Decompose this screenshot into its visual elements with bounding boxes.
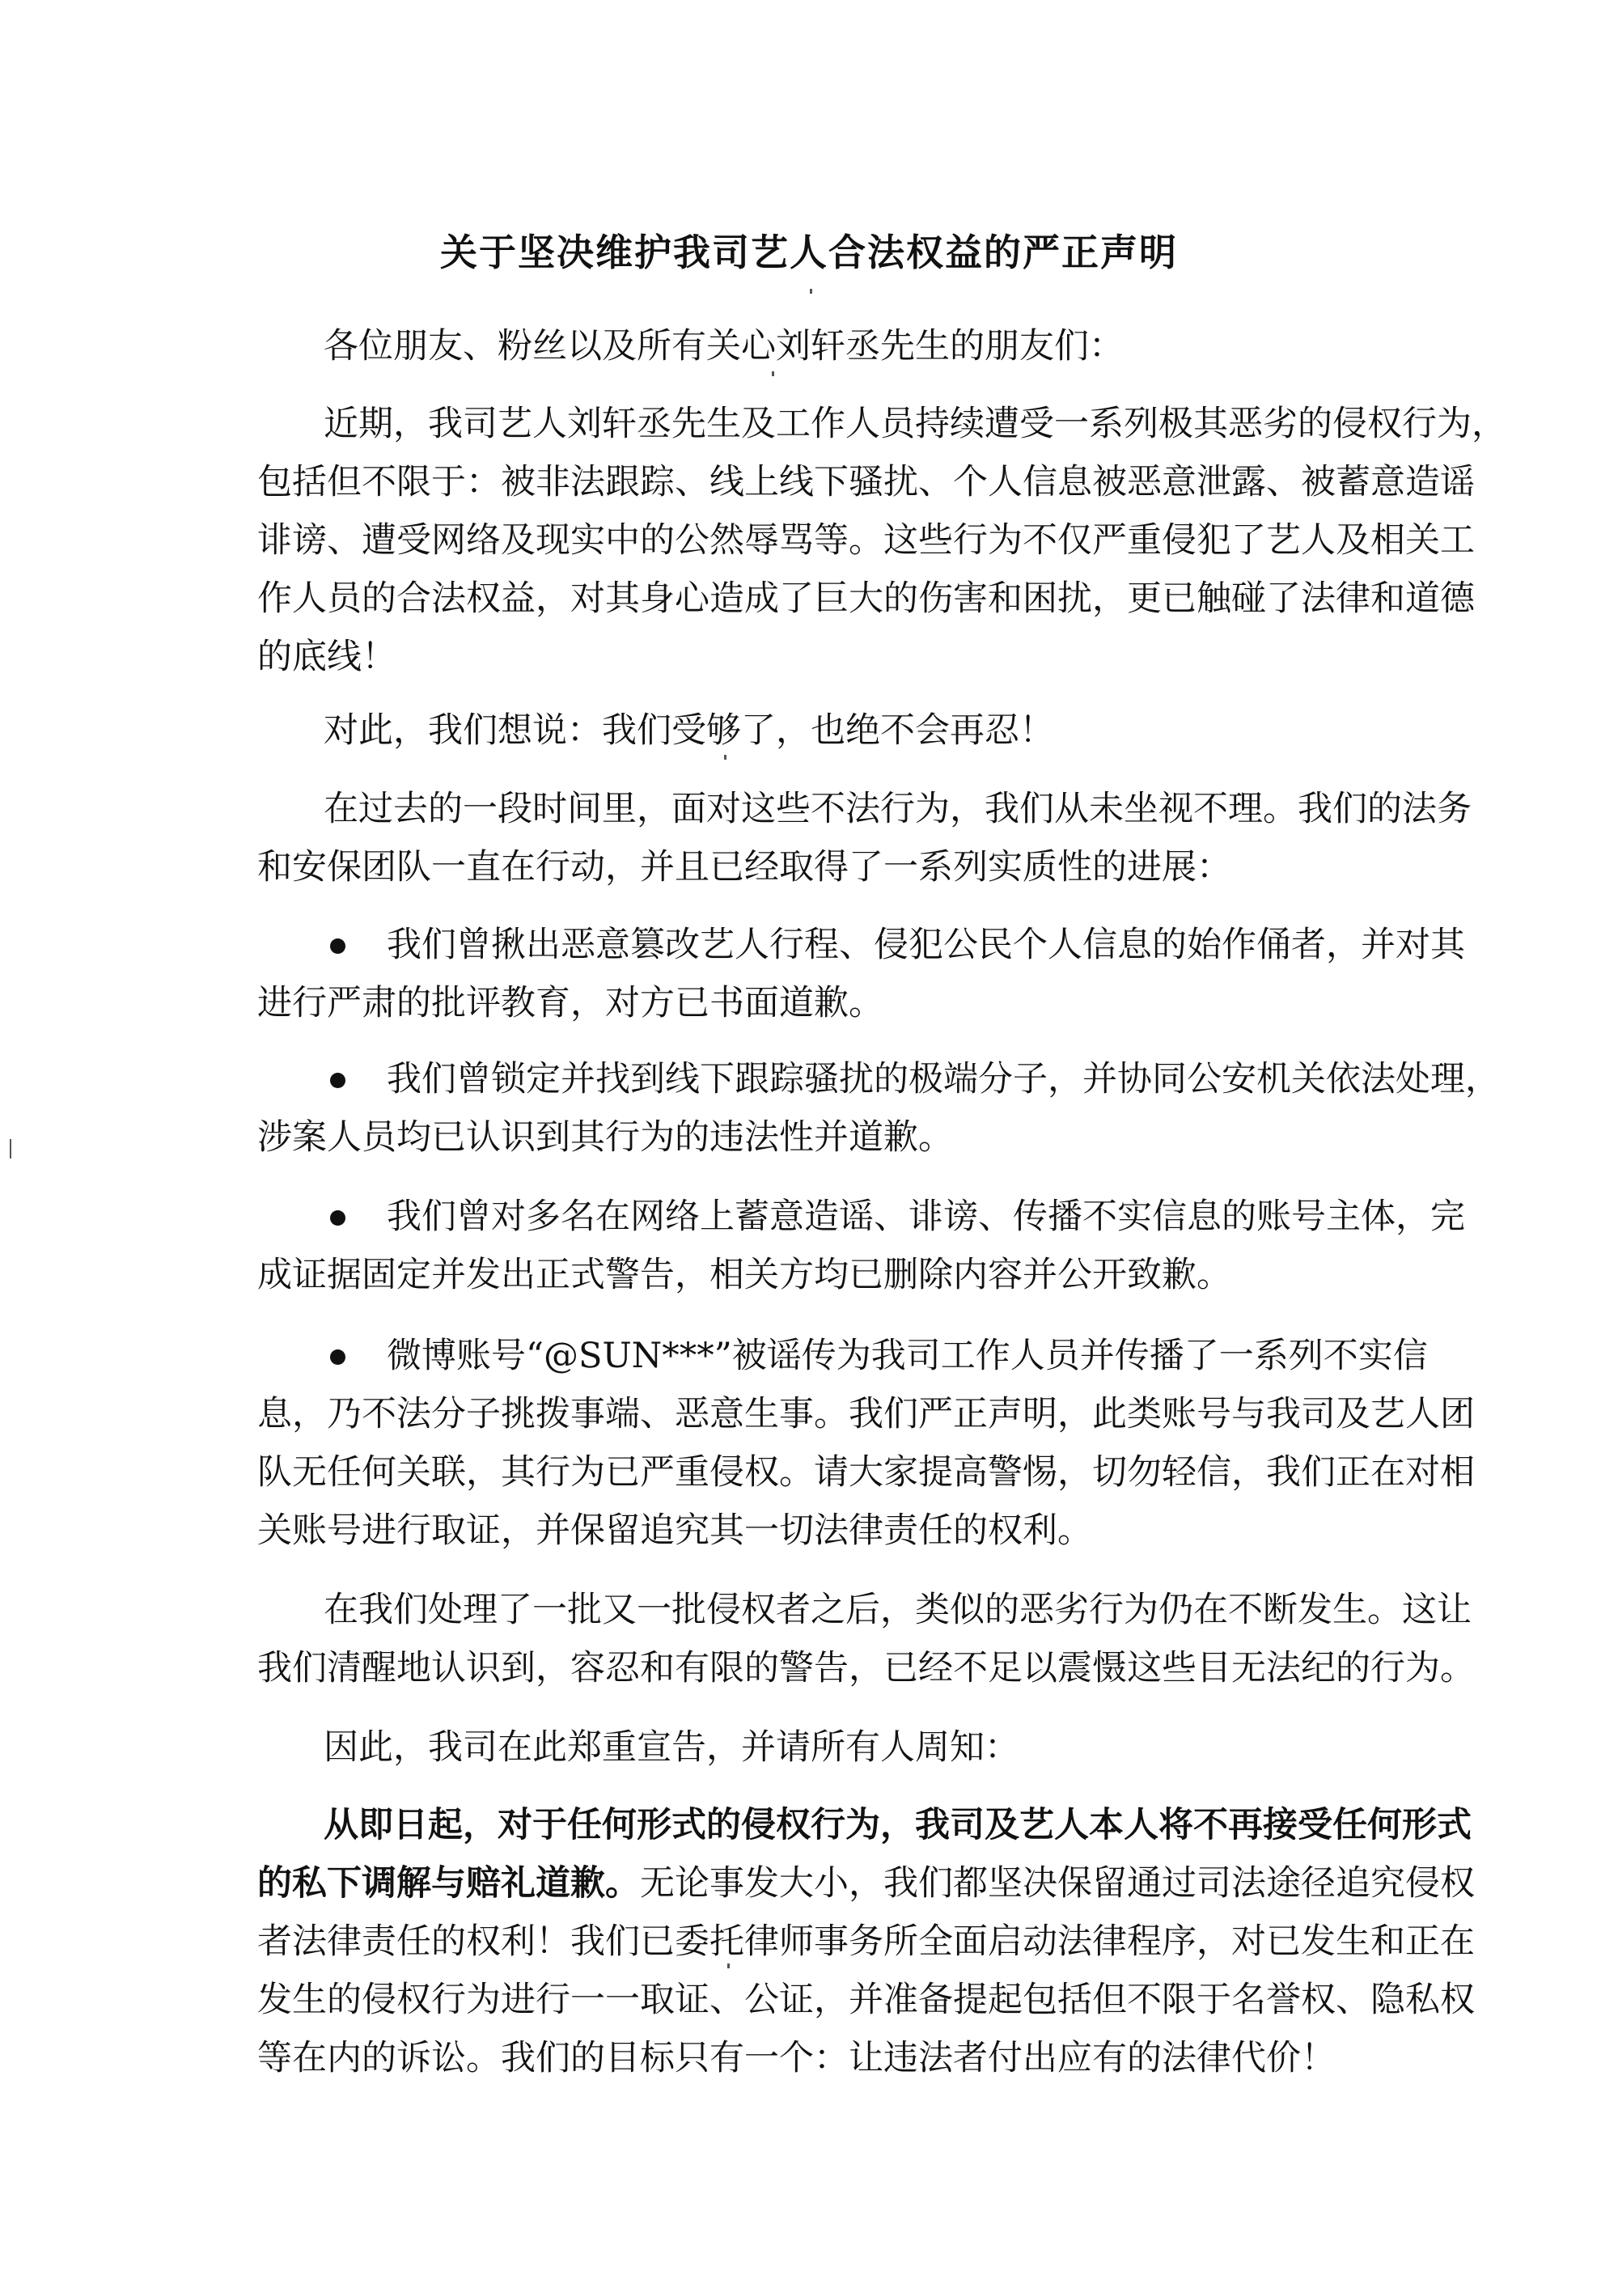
bullet-3-line-1: 我们曾对多名在网络上蓄意造谣、诽谤、传播不实信息的账号主体，完: [387, 1197, 1465, 1237]
p6-line-2: [257, 1859, 1475, 1908]
bullet-1-line-2: 进行严肃的批评教育，对方已书面道歉。: [257, 983, 883, 1023]
bullet-dot-icon: [330, 938, 345, 954]
bullet-4-line-3: 队无任何关联，其行为已严重侵权。请大家提高警惕，切勿轻信，我们正在对相: [257, 1452, 1475, 1493]
p1-line-1: 近期，我司艺人刘轩丞先生及工作人员持续遭受一系列极其恶劣的侵权行为，: [324, 404, 1506, 444]
p6-line-3: 者法律责任的权利！我们已委托律师事务所全面启动法律程序，对已发生和正在: [257, 1921, 1475, 1962]
scan-speck: [724, 755, 726, 760]
salutation: 各位朋友、粉丝以及所有关心刘轩丞先生的朋友们：: [324, 326, 1124, 366]
p1-line-2: 包括但不限于：被非法跟踪、线上线下骚扰、个人信息被恶意泄露、被蓄意造谣: [257, 462, 1475, 502]
bullet-4-line-4: 关账号进行取证，并保留追究其一切法律责任的权利。: [257, 1510, 1092, 1551]
p3-line-2: 和安保团队一直在行动，并且已经取得了一系列实质性的进展：: [257, 847, 1231, 887]
document-title: 关于坚决维护我司艺人合法权益的严正声明: [440, 231, 1178, 274]
p1-line-5: 的底线！: [257, 637, 396, 677]
p4-line-2: 我们清醒地认识到，容忍和有限的警告，已经不足以震慑这些目无法纪的行为。: [257, 1648, 1475, 1688]
p5-line: 因此，我司在此郑重宣告，并请所有人周知：: [324, 1727, 1019, 1768]
scan-speck: [727, 1963, 730, 1968]
bullet-dot-icon: [330, 1349, 345, 1365]
p6-line-5: 等在内的诉讼。我们的目标只有一个：让违法者付出应有的法律代价！: [257, 2038, 1336, 2078]
p3-line-1: 在过去的一段时间里，面对这些不法行为，我们从未坐视不理。我们的法务: [324, 789, 1472, 829]
p6-bold-line-2: 的私下调解与赔礼道歉。: [257, 1863, 640, 1904]
bullet-4-line-1: 微博账号“@SUN***”被谣传为我司工作人员并传播了一系列不实信: [387, 1336, 1428, 1376]
bullet-4-line-2: 息，乃不法分子挑拨事端、恶意生事。我们严正声明，此类账号与我司及艺人团: [257, 1394, 1475, 1434]
bullet-dot-icon: [330, 1210, 345, 1226]
p1-line-4: 作人员的合法权益，对其身心造成了巨大的伤害和困扰，更已触碰了法律和道德: [257, 578, 1475, 619]
p6-line-4: 发生的侵权行为进行一一取证、公证，并准备提起包括但不限于名誉权、隐私权: [257, 1980, 1475, 2020]
p6-rest-line-2: 无论事发大小，我们都坚决保留通过司法途径追究侵权: [640, 1863, 1475, 1904]
scan-speck: [772, 371, 774, 376]
p1-line-3: 诽谤、遭受网络及现实中的公然辱骂等。这些行为不仅严重侵犯了艺人及相关工: [257, 520, 1475, 561]
scan-speck: [10, 1139, 11, 1159]
p6-bold-line-1: 从即日起，对于任何形式的侵权行为，我司及艺人本人将不再接受任何形式: [324, 1805, 1472, 1845]
bullet-dot-icon: [330, 1073, 345, 1088]
bullet-2-line-2: 涉案人员均已认识到其行为的违法性并道歉。: [257, 1117, 953, 1158]
p4-line-1: 在我们处理了一批又一批侵权者之后，类似的恶劣行为仍在不断发生。这让: [324, 1590, 1472, 1630]
scan-speck: [810, 289, 812, 294]
bullet-3-line-2: 成证据固定并发出正式警告，相关方均已删除内容并公开致歉。: [257, 1255, 1231, 1295]
bullet-2-line-1: 我们曾锁定并找到线下跟踪骚扰的极端分子，并协同公安机关依法处理，: [387, 1059, 1500, 1099]
bullet-1-line-1: 我们曾揪出恶意篡改艺人行程、侵犯公民个人信息的始作俑者，并对其: [387, 925, 1465, 965]
p2-line: 对此，我们想说：我们受够了，也绝不会再忍！: [324, 710, 1054, 751]
